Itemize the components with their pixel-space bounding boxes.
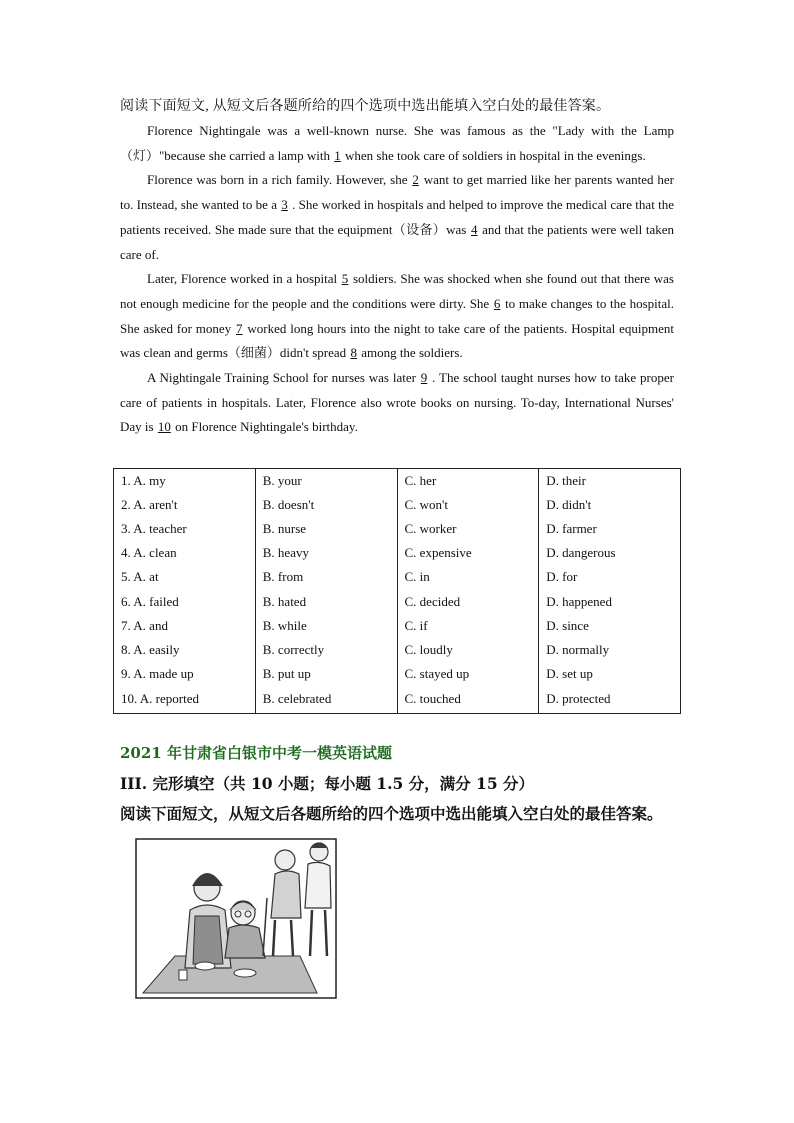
option-cell: 5. A. at [114,565,256,589]
option-cell: 6. A. failed [114,589,256,613]
option-cell: C. won't [397,493,539,517]
blank-6: 6 [493,295,501,311]
passage-text: soldiers. She was shocked when she found out that there was not enough medicine for the people and the conditions were dirty. She [120,271,674,311]
reading-passage [120,119,674,440]
passage-text: Later, Florence worked in a hospital [147,271,341,287]
answer-options-table [113,468,681,714]
passage-text: . She worked in hospitals and helped to improve the medical care that the patients received. She made sure that the equipment（设备）was [120,197,674,237]
option-cell: C. in [397,565,539,589]
option-cell: B. doesn't [255,493,397,517]
option-cell: D. farmer [539,517,681,541]
option-cell: D. didn't [539,493,681,517]
option-cell: C. expensive [397,541,539,565]
option-cell: D. set up [539,662,681,686]
blank-3: 3 [281,197,288,213]
option-cell: C. if [397,614,539,638]
instruction-text: 阅读下面短文, 从短文后各题所给的四个选项中选出能填入空白处的最佳答案。 [120,99,611,114]
paragraph-1 [120,119,674,168]
option-cell: B. put up [255,662,397,686]
nurse-illustration [135,838,337,999]
option-cell: B. your [255,469,397,494]
passage-text: want to get married like her parents wanted her to. Instead, she wanted to be a [120,172,674,213]
option-cell: 3. A. teacher [114,517,256,541]
option-row [114,662,681,686]
passage-text: among the soldiers. [357,345,463,361]
option-cell: B. celebrated [255,686,397,714]
option-cell: C. decided [397,589,539,613]
blank-4: 4 [470,221,478,237]
option-cell: B. correctly [255,638,397,662]
option-cell: D. their [539,469,681,494]
blank-2: 2 [412,172,419,188]
option-cell: B. while [255,614,397,638]
option-row [114,565,681,589]
option-cell: 2. A. aren't [114,493,256,517]
blank-1: 1 [334,147,341,163]
option-cell: C. touched [397,686,539,714]
blank-8: 8 [350,345,357,361]
section-instruction: 阅读下面短文，从短文后各题所给的四个选项中选出能填入空白处的最佳答案。 [120,804,663,823]
option-row [114,686,681,714]
option-cell: B. nurse [255,517,397,541]
passage-text: and that the patients were well taken care of. [120,221,675,262]
option-cell: 1. A. my [114,469,256,494]
section-heading: III. 完形填空（共 10 小题；每小题 1.5 分，满分 15 分） [120,774,535,793]
option-cell: 10. A. reported [114,686,256,714]
option-cell: C. loudly [397,638,539,662]
blank-9: 9 [420,370,428,386]
blank-5: 5 [341,271,349,287]
passage-text: . The school taught nurses how to take proper care of patients in hospitals. Later, Florence also wrote books on nursing. To-day, International Nurses' Day is [120,370,674,435]
option-row [114,517,681,541]
passage-text: worked long hours into the night to take care of the patients. Hospital equipment was clean and germs（细菌）didn't spread [120,320,674,361]
passage-text: when she took care of soldiers in hospital in the evenings. [341,147,646,163]
exam-title: 2021 年甘肃省白银市中考一模英语试题 [120,744,392,762]
paragraph-4 [120,366,674,440]
option-cell: C. her [397,469,539,494]
option-row [114,614,681,638]
option-cell: B. heavy [255,541,397,565]
option-cell: D. normally [539,638,681,662]
option-cell: 4. A. clean [114,541,256,565]
option-row [114,493,681,517]
passage-text: on Florence Nightingale's birthday. [171,419,358,435]
paragraph-3 [120,267,674,366]
option-cell: D. since [539,614,681,638]
passage-text: A Nightingale Training School for nurses was later [147,370,420,386]
option-cell: C. worker [397,517,539,541]
option-cell: 8. A. easily [114,638,256,662]
option-cell: B. hated [255,589,397,613]
blank-10: 10 [157,419,171,435]
option-row [114,638,681,662]
option-cell: 7. A. and [114,614,256,638]
passage-text: Florence was born in a rich family. However, she [147,172,412,188]
option-row [114,469,681,494]
option-cell: D. for [539,565,681,589]
blank-7: 7 [236,320,243,336]
option-row [114,589,681,613]
option-cell: B. from [255,565,397,589]
option-row [114,541,681,565]
option-cell: D. happened [539,589,681,613]
option-cell: C. stayed up [397,662,539,686]
passage-text: Florence Nightingale was a well-known nurse. She was famous as the "Lady with the Lamp（灯）"because she carried a lamp with [120,123,674,163]
passage-text: to make changes to the hospital. She asked for money [120,295,674,336]
option-cell: D. protected [539,686,681,714]
paragraph-2 [120,168,674,267]
option-cell: D. dangerous [539,541,681,565]
option-cell: 9. A. made up [114,662,256,686]
